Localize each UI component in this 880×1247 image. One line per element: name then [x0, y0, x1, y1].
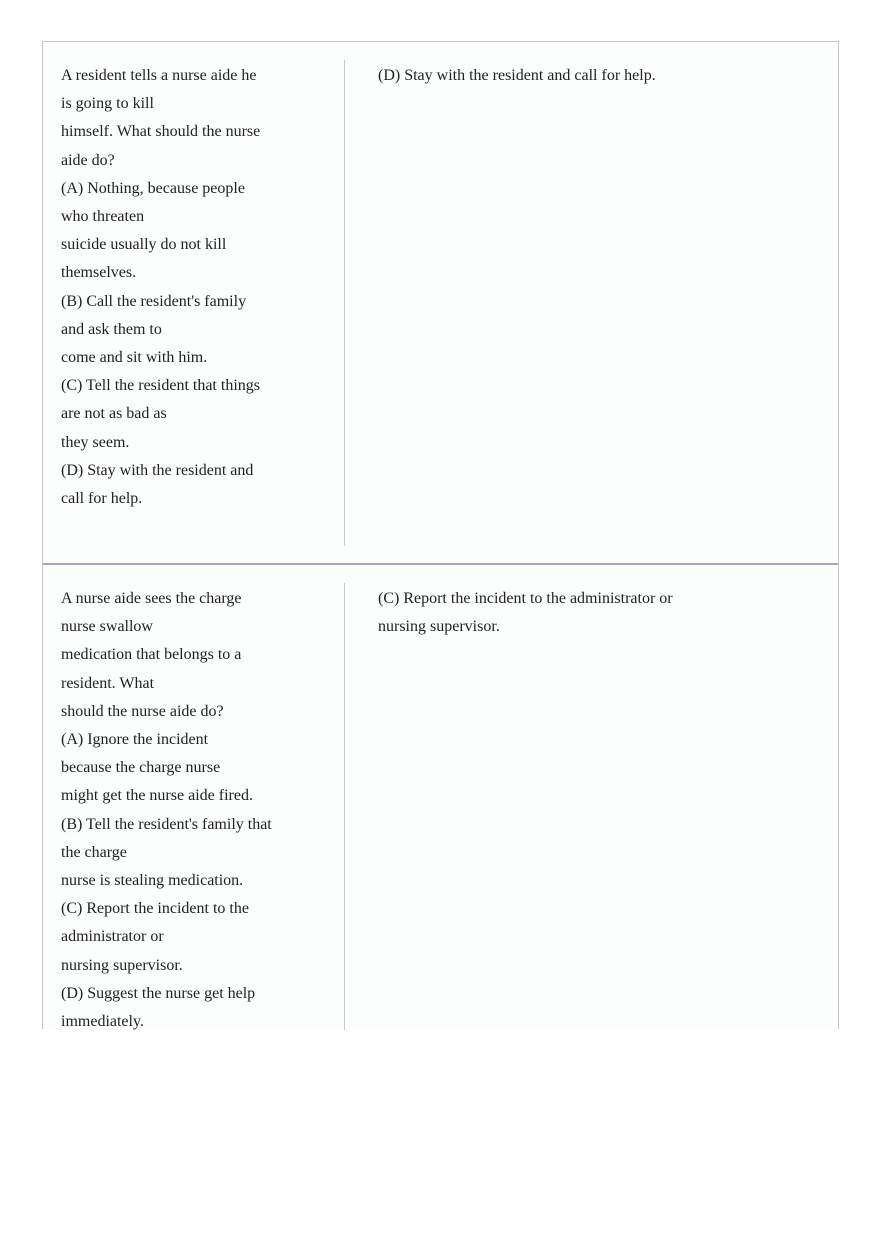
term-line: (D) Suggest the nurse get help [61, 984, 256, 1002]
flashcard-1 [43, 42, 838, 564]
column-divider [344, 60, 345, 546]
term-line: A resident tells a nurse aide he [61, 67, 257, 84]
term-line: administrator or [61, 928, 164, 946]
term-line: should the nurse aide do? [61, 702, 224, 720]
column-divider [344, 583, 345, 1030]
term-line: call for help. [61, 490, 143, 508]
term-line: suicide usually do not kill [61, 236, 227, 254]
term-line: and ask them to [61, 320, 162, 338]
term-line: (D) Stay with the resident and [61, 461, 254, 479]
term-line: (B) Call the resident's family [61, 292, 247, 310]
term-line: (A) Ignore the incident [61, 731, 209, 749]
term-line: nurse swallow [61, 618, 153, 636]
term-line: (A) Nothing, because people [61, 179, 245, 197]
card-2-term [61, 585, 301, 1036]
term-line: the charge [61, 843, 127, 861]
term-line: aide do? [61, 151, 115, 169]
term-line: (B) Tell the resident's family that [61, 815, 272, 833]
term-line: immediately. [61, 1013, 144, 1031]
term-line: they seem. [61, 433, 130, 451]
definition-line: (C) Report the incident to the administrator or [378, 590, 673, 607]
card-2-definition [378, 585, 818, 641]
flashcard-2 [43, 565, 838, 1030]
term-line: who threaten [61, 208, 145, 226]
term-line: (C) Tell the resident that things [61, 377, 260, 395]
term-line: medication that belongs to a [61, 646, 242, 664]
term-line: nurse is stealing medication. [61, 872, 244, 890]
term-line: because the charge nurse [61, 759, 221, 777]
card-1-definition [378, 62, 818, 90]
term-line: himself. What should the nurse [61, 123, 261, 141]
term-line: A nurse aide sees the charge [61, 590, 242, 607]
definition-line: (D) Stay with the resident and call for help. [378, 67, 656, 84]
term-line: (C) Report the incident to the [61, 900, 249, 918]
card-1-term [61, 62, 301, 513]
term-line: resident. What [61, 674, 155, 692]
term-line: might get the nurse aide fired. [61, 787, 253, 805]
definition-line: nursing supervisor. [378, 618, 500, 636]
term-line: nursing supervisor. [61, 956, 183, 974]
term-line: come and sit with him. [61, 349, 208, 367]
term-line: is going to kill [61, 95, 154, 113]
term-line: are not as bad as [61, 405, 167, 423]
flashcard-sheet [42, 41, 839, 1029]
term-line: themselves. [61, 264, 137, 282]
